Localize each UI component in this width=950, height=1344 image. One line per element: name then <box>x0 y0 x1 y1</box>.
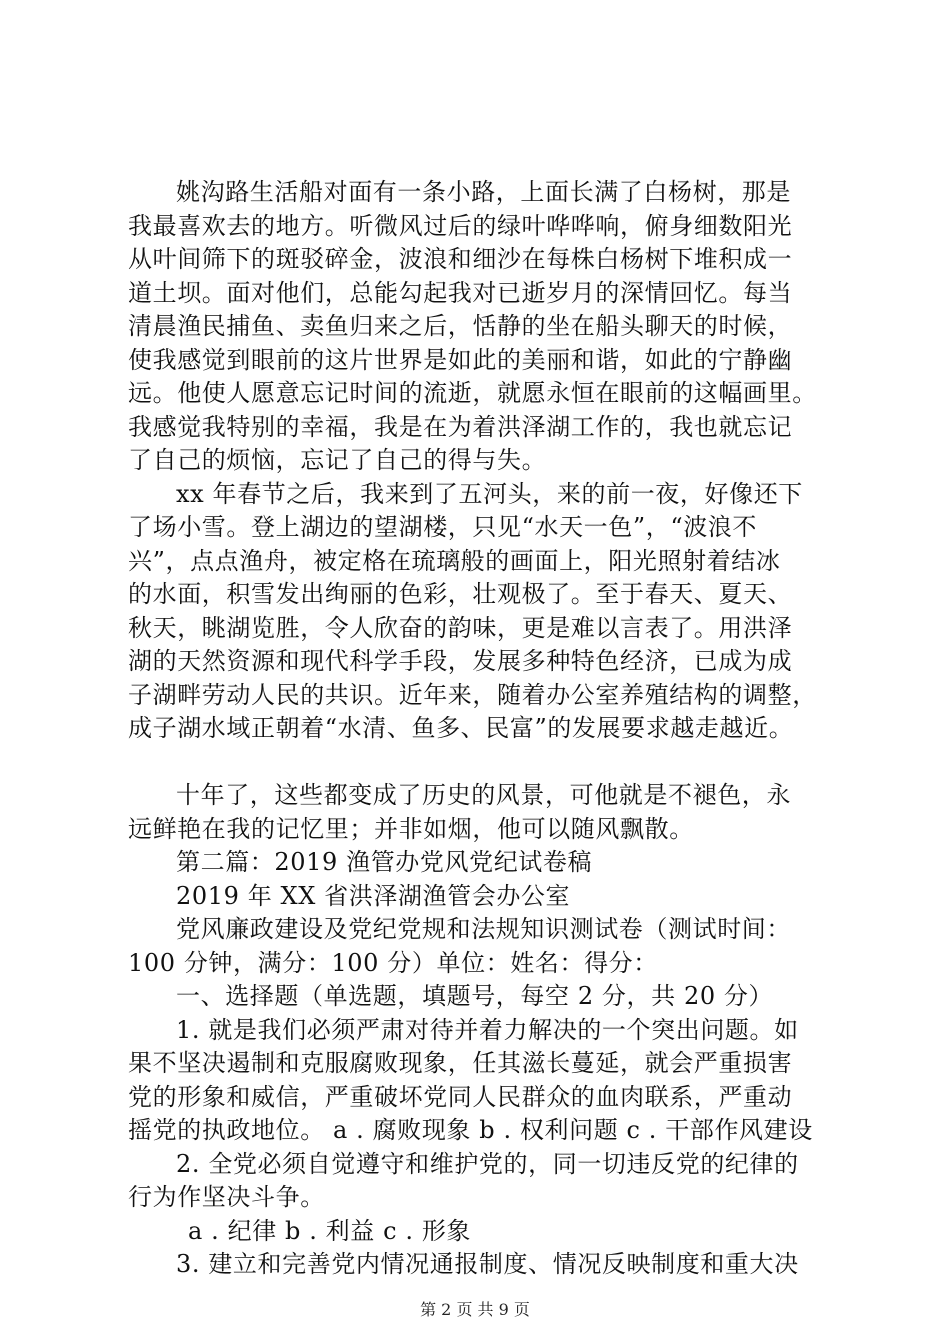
exam-subtitle: 党风廉政建设及党纪党规和法规知识测试卷（测试时间： <box>176 915 791 943</box>
text-line: 我感觉我特别的幸福，我是在为着洪泽湖工作的，我也就忘记 <box>128 412 793 441</box>
text-line: 了场小雪。登上湖边的望湖楼，只见“水天一色”，“波浪不 <box>128 513 758 541</box>
text-line: 姚沟路生活船对面有一条小路，上面长满了白杨树，那是 <box>176 178 791 206</box>
text-line: 兴”，点点渔舟，被定格在琉璃般的画面上，阳光照射着结冰 <box>128 546 781 575</box>
text-line: 我最喜欢去的地方。听微风过后的绿叶哗哗响，俯身细数阳光 <box>128 211 793 240</box>
document-body <box>128 176 836 1282</box>
text-line: 秋天，眺湖览胜，令人欣奋的韵味，更是难以言表了。用洪泽 <box>128 613 793 642</box>
text-line: 子湖畔劳动人民的共识。近年来，随着办公室养殖结构的调整， <box>128 680 817 709</box>
paragraph-gap <box>128 746 836 780</box>
text-line: 行为作坚决斗争。 <box>128 1183 325 1211</box>
page-footer: 第 2 页 共 9 页 <box>420 1300 530 1319</box>
text-line: 果不坚决遏制和克服腐败现象，任其滋长蔓延，就会严重损害 <box>128 1049 793 1077</box>
question-2: 2. 全党必须自觉遵守和维护党的，同一切违反党的纪律的 <box>176 1149 799 1178</box>
text-line: 从叶间筛下的斑驳碎金，波浪和细沙在每株白杨树下堆积成一 <box>128 245 793 273</box>
exam-info: 100 分钟，满分：100 分）单位：姓名：得分： <box>128 948 658 977</box>
text-line: 十年了，这些都变成了历史的风景，可他就是不褪色，永 <box>176 781 791 809</box>
exam-title: 2019 年 XX 省洪泽湖渔管会办公室 <box>176 881 571 910</box>
question-3: 3. 建立和完善党内情况通报制度、情况反映制度和重大决 <box>176 1250 799 1278</box>
question-2-options: a . 纪律 b . 利益 c . 形象 <box>188 1216 472 1245</box>
text-line: 使我感觉到眼前的这片世界是如此的美丽和谐，如此的宁静幽 <box>128 345 793 374</box>
question-section-heading: 一、选择题（单选题，填题号，每空 2 分，共 20 分） <box>176 982 774 1010</box>
text-line: 湖的天然资源和现代科学手段，发展多种特色经济，已成为成 <box>128 647 793 675</box>
text-line: 远。他使人愿意忘记时间的流逝，就愿永恒在眼前的这幅画里。 <box>128 379 817 407</box>
question-1-options: 摇党的执政地位。 a . 腐败现象 b . 权利问题 c . 干部作风建设 <box>128 1116 813 1144</box>
text-line: 远鲜艳在我的记忆里；并非如烟，他可以随风飘散。 <box>128 814 694 843</box>
text-line: 成子湖水域正朝着“水清、鱼多、民富”的发展要求越走越近。 <box>128 714 794 742</box>
question-1: 1. 就是我们必须严肃对待并着力解决的一个突出问题。如 <box>176 1015 799 1044</box>
text-line: 了自己的烦恼，忘记了自己的得与失。 <box>128 446 547 474</box>
text-line: 清晨渔民捕鱼、卖鱼归来之后，恬静的坐在船头聊天的时候， <box>128 312 793 340</box>
text-line: xx 年春节之后，我来到了五河头，来的前一夜，好像还下 <box>176 479 803 508</box>
text-line: 道土坝。面对他们，总能勾起我对已逝岁月的深情回忆。每当 <box>128 278 793 307</box>
text-line: 的水面，积雪发出绚丽的色彩，壮观极了。至于春天、夏天、 <box>128 580 793 608</box>
text-line: 党的形象和威信，严重破坏党同人民群众的血肉联系，严重动 <box>128 1082 793 1111</box>
section-heading: 第二篇：2019 渔管办党风党纪试卷稿 <box>176 848 593 876</box>
